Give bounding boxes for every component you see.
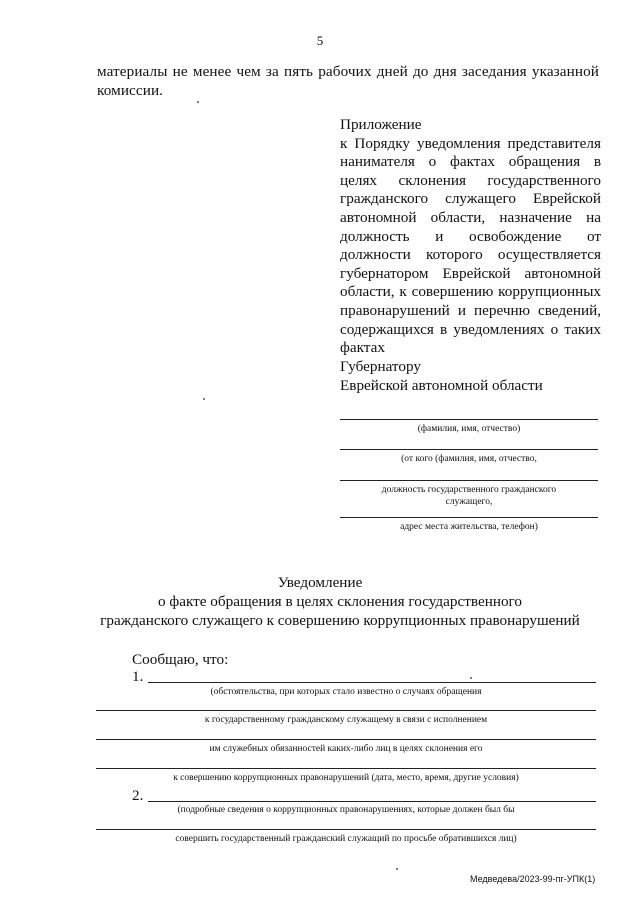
addressee-line-2: Еврейской автономной области [340, 376, 543, 394]
item-1-number: 1. [132, 668, 144, 685]
intro-text: Сообщаю, что: [132, 651, 229, 668]
from-caption: (от кого (фамилия, имя, отчество, [401, 454, 537, 464]
name-line [340, 419, 598, 420]
item-1-caption-3: им служебных обязанностей каких-либо лиц в целях склонения его [209, 744, 483, 754]
item-2-line-1 [148, 801, 596, 802]
address-caption: адрес места жительства, телефон) [400, 522, 538, 532]
item-2-caption-1: (подробные сведения о коррупционных правонарушениях, которые должен был бы [177, 805, 515, 815]
item-1-caption-1: (обстоятельства, при которых стало известно о случаях обращения [210, 687, 482, 697]
address-line [340, 517, 598, 518]
item-1-line-1 [148, 682, 596, 683]
from-line [340, 449, 598, 450]
item-2-number: 2. [132, 787, 144, 804]
notice-title: Уведомление [277, 574, 363, 591]
appendix-block [340, 116, 601, 358]
notice-subtitle-1: о факте обращения в целях склонения государственного [157, 593, 522, 610]
addressee-block [340, 358, 601, 395]
item-1-line-4 [96, 768, 596, 769]
page-number: 5 [316, 33, 324, 48]
item-1-caption-2: к государственному гражданскому служащему в связи с исполнением [204, 715, 488, 725]
name-caption: (фамилия, имя, отчество) [417, 424, 521, 434]
notice-subtitle-2: гражданского служащего к совершению коррупционных правонарушений [100, 612, 580, 629]
position-caption-1: должность государственного гражданского [381, 485, 557, 495]
item-2-caption-2: совершить государственный гражданский служащий по просьбе обратившихся лиц) [175, 834, 517, 844]
position-caption-2: служащего, [445, 497, 493, 507]
continuation-paragraph: материалы не менее чем за пять рабочих дней до дня заседания указанной комиссии. [97, 63, 599, 99]
item-1-line-2 [96, 710, 596, 711]
item-1-line-3 [96, 739, 596, 740]
appendix-title: Приложение [340, 116, 422, 133]
item-1-caption-4: к совершению коррупционных правонарушений (дата, место, время, другие условия) [173, 773, 519, 783]
item-2-line-2 [96, 829, 596, 830]
scan-speck [197, 101, 199, 103]
scan-speck [203, 398, 205, 400]
position-line [340, 480, 598, 481]
appendix-body: к Порядку уведомления представителя нанимателя о фактах обращения в целях склонения государственного гражданского служащего Еврейской автономной области, назначение на должность и освобождение от должности которого осуществляется губернатором Еврейской автономной области, к совершению коррупционных правонарушений и перечню сведений, содержащихся в уведомлениях о таких фактах [340, 134, 601, 357]
footer-code: Медведева/2023-99-пг-УПК(1) [470, 874, 596, 884]
scan-speck [470, 677, 472, 679]
scan-speck [396, 868, 398, 870]
addressee-line-1: Губернатору [340, 358, 421, 375]
